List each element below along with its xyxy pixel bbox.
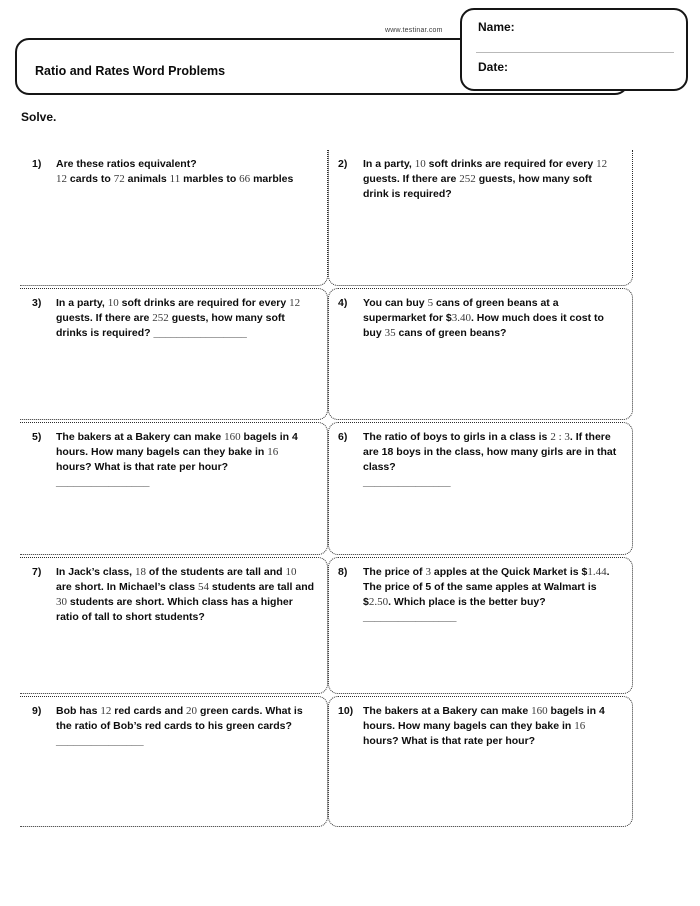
problem-value: 252 (152, 312, 169, 324)
problem-value: 20 (186, 705, 198, 717)
problem-number: 1) (32, 158, 42, 170)
problem-cell-9 (20, 696, 328, 827)
problem-value: 12 (596, 158, 608, 170)
problem-value: 1.44 (587, 566, 607, 578)
problem-value: 3 (425, 566, 431, 578)
problem-phrase: The price of (363, 566, 426, 578)
problem-text (56, 565, 319, 625)
problem-phrase: In a party, (363, 158, 415, 170)
problem-number: 3) (32, 297, 42, 309)
problem-cell-1 (20, 150, 328, 286)
problem-phrase: . If there are 18 boys in the class, how many girls are in that class? (363, 431, 617, 473)
problem-phrase: hours? What is that rate per hour? (56, 461, 229, 473)
problem-value: 160 (224, 431, 241, 443)
problem-text (56, 430, 319, 490)
problem-cell-10 (328, 696, 633, 827)
problem-cell-6 (328, 422, 633, 555)
problems-grid (20, 150, 633, 829)
problem-phrase: bagels in 4 hours. How many bagels can they bake in (363, 705, 605, 732)
problem-value: 10 (414, 158, 426, 170)
problem-number: 10) (338, 705, 354, 717)
problem-phrase: guests. If there are (56, 312, 153, 324)
problem-phrase: . The price of 5 of the same apples at Walmart is $ (363, 566, 610, 608)
problem-phrase: marbles to (180, 173, 240, 185)
name-date-box (460, 8, 688, 91)
problem-value: 10 (107, 297, 119, 309)
problem-phrase: . Which place is the better buy? (388, 596, 546, 608)
problem-number: 7) (32, 566, 42, 578)
name-fill-line (476, 52, 674, 53)
problem-number: 8) (338, 566, 348, 578)
problem-value: 12 (100, 705, 112, 717)
problem-phrase: guests, how many soft drinks is required? (56, 312, 285, 339)
problem-value: 3.40 (451, 312, 471, 324)
problem-text (56, 157, 319, 187)
problem-text (363, 430, 624, 490)
problem-phrase: cans of green beans? (395, 327, 507, 339)
problem-value: 72 (113, 173, 125, 185)
problem-value: 12 (289, 297, 301, 309)
problem-value: 11 (169, 173, 181, 185)
problem-row-1 (20, 150, 633, 286)
problem-value: 54 (198, 581, 210, 593)
problem-text (363, 565, 624, 625)
problem-value: 12 (56, 173, 67, 185)
problem-text (56, 296, 319, 341)
problem-phrase: hours? What is that rate per hour? (363, 735, 536, 747)
problem-phrase: cards to (67, 173, 114, 185)
problem-phrase: _______________ (363, 476, 451, 488)
problem-phrase: bagels in 4 hours. How many bagels can they bake in (56, 431, 298, 458)
problem-row-3 (20, 422, 633, 555)
problem-text (363, 296, 624, 341)
problem-cell-2 (328, 150, 633, 286)
problem-cell-5 (20, 422, 328, 555)
problem-text (56, 704, 319, 749)
solve-heading: Solve. (21, 110, 57, 124)
problem-row-2 (20, 288, 633, 420)
problem-phrase: animals (124, 173, 170, 185)
page-title: Ratio and Rates Word Problems (35, 64, 226, 78)
problem-phrase: guests. If there are (363, 173, 460, 185)
problem-value: 5 (427, 297, 434, 309)
problem-phrase: marbles (250, 173, 294, 185)
problem-value: 252 (459, 173, 476, 185)
problem-row-5 (20, 696, 633, 827)
problem-phrase: ________________ (363, 611, 457, 623)
problem-phrase: of the students are tall and (146, 566, 286, 578)
problem-number: 5) (32, 431, 42, 443)
problem-phrase: ________________ (153, 327, 247, 339)
problem-phrase: In a party, (56, 297, 108, 309)
problem-cell-3 (20, 288, 328, 420)
problem-number: 6) (338, 431, 348, 443)
problem-phrase: ________________ (56, 476, 150, 488)
problem-number: 4) (338, 297, 348, 309)
problem-phrase: soft drinks are required for every (118, 297, 290, 309)
problem-value: 16 (267, 446, 279, 458)
problem-phrase: apples at the Quick Market is $ (430, 566, 588, 578)
problem-phrase: Are these ratios equivalent? (56, 158, 197, 170)
problem-text (363, 704, 624, 749)
problem-phrase: _______________ (56, 735, 144, 747)
problem-phrase: . How much does it cost to buy (363, 312, 604, 339)
site-url: www.testinar.com (385, 27, 443, 34)
problem-value: 16 (574, 720, 586, 732)
problem-value: 66 (239, 173, 251, 185)
problem-phrase: students are short. Which class has a higher ratio of tall to short students? (56, 596, 293, 623)
problem-phrase: The bakers at a Bakery can make (363, 705, 532, 717)
problem-phrase: In Jack’s class, (56, 566, 136, 578)
problem-phrase: Bob has (56, 705, 101, 717)
problem-phrase: The bakers at a Bakery can make (56, 431, 225, 443)
problem-cell-4 (328, 288, 633, 420)
problem-phrase: cans of green beans at a supermarket for $ (363, 297, 559, 324)
problem-row-4 (20, 557, 633, 694)
problem-cell-7 (20, 557, 328, 694)
problem-value: 2.50 (368, 596, 389, 608)
problem-number: 2) (338, 158, 348, 170)
problem-phrase: red cards and (111, 705, 187, 717)
problem-phrase: guests, how many soft drink is required? (363, 173, 592, 200)
problem-cell-8 (328, 557, 633, 694)
problem-phrase: You can buy (363, 297, 428, 309)
name-label: Name: (478, 20, 515, 34)
problem-value: 35 (384, 327, 396, 339)
problem-phrase: soft drinks are required for every (425, 158, 597, 170)
problem-value: 10 (285, 566, 297, 578)
problem-phrase: green cards. What is the ratio of Bob’s red cards to his green cards? (56, 705, 303, 732)
problem-phrase: The ratio of boys to girls in a class is (363, 431, 551, 443)
problem-number: 9) (32, 705, 42, 717)
problem-phrase: are short. In Michael’s class (56, 581, 199, 593)
problem-phrase: students are tall and (209, 581, 315, 593)
date-label: Date: (478, 60, 509, 74)
problem-value: 2 : 3 (550, 431, 570, 443)
problem-value: 30 (56, 596, 67, 608)
problem-value: 160 (531, 705, 548, 717)
problem-text (363, 157, 624, 202)
problem-value: 18 (135, 566, 147, 578)
